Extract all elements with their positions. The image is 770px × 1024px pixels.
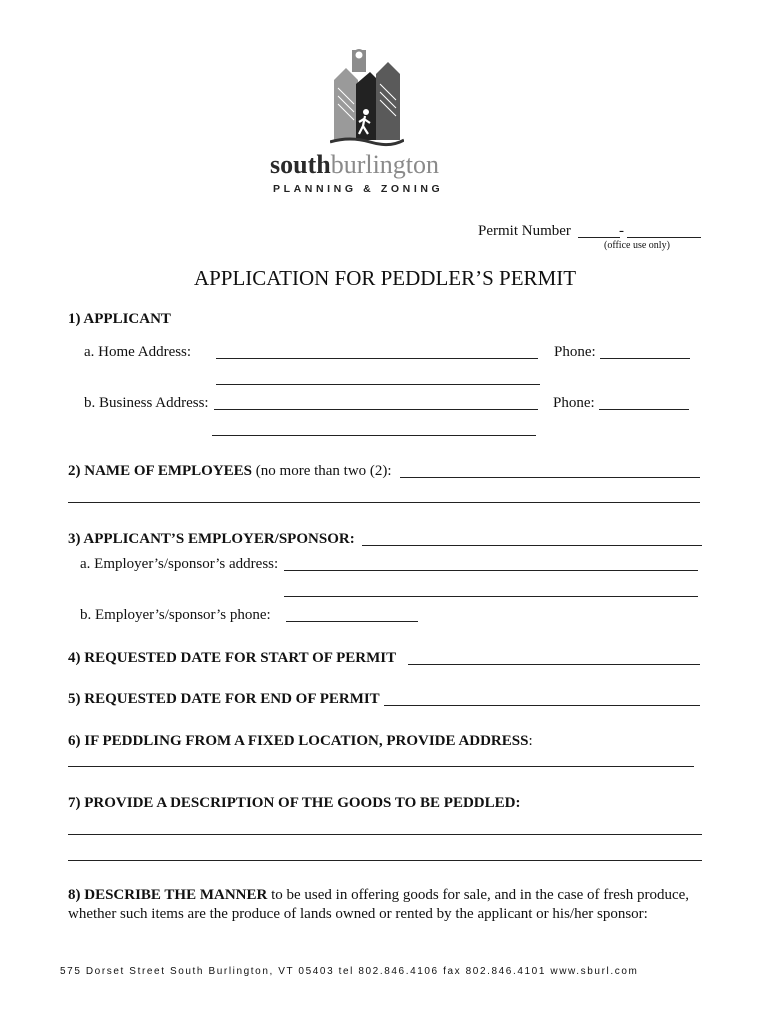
office-use-note: (office use only)	[604, 240, 670, 251]
section-8-heading: 8) DESCRIBE THE MANNER	[68, 887, 268, 903]
goods-description-field-1[interactable]	[68, 834, 702, 835]
sponsor-address-field-1[interactable]	[284, 570, 698, 571]
city-logo-icon	[330, 44, 404, 148]
section-8-text-2: whether such items are the produce of lands owned or rented by the applicant or his/her sponsor:	[68, 906, 648, 922]
logo-wordmark	[270, 150, 439, 180]
home-phone-field[interactable]	[600, 358, 690, 359]
section-6-colon: :	[528, 733, 533, 749]
start-date-field[interactable]	[408, 664, 700, 665]
sponsor-phone-label: b. Employer’s/sponsor’s phone:	[80, 607, 271, 623]
section-3-heading: 3) APPLICANT’S EMPLOYER/SPONSOR:	[68, 531, 355, 547]
section-8-text-1: to be used in offering goods for sale, and in the case of fresh produce,	[271, 887, 690, 903]
employees-field-1[interactable]	[400, 477, 700, 478]
section-6-heading: 6) IF PEDDLING FROM A FIXED LOCATION, PROVIDE ADDRESS	[68, 733, 529, 749]
permit-number-label: Permit Number	[478, 223, 571, 239]
logo-south: south	[270, 150, 331, 179]
permit-number-field-1[interactable]	[578, 237, 620, 238]
permit-number-separator: -	[619, 223, 624, 239]
sponsor-phone-field[interactable]	[286, 621, 418, 622]
section-4-heading: 4) REQUESTED DATE FOR START OF PERMIT	[68, 650, 397, 666]
home-address-field-2[interactable]	[216, 384, 540, 385]
business-phone-label: Phone:	[553, 395, 595, 411]
end-date-field[interactable]	[384, 705, 700, 706]
section-2-heading-row	[68, 462, 392, 480]
page-title: APPLICATION FOR PEDDLER’S PERMIT	[193, 266, 577, 290]
footer-contact: 575 Dorset Street South Burlington, VT 05403 tel 802.846.4106 fax 802.846.4101 www.sburl.com	[60, 966, 639, 977]
section-2-note: (no more than two (2):	[255, 463, 392, 479]
business-phone-field[interactable]	[599, 409, 689, 410]
home-phone-label: Phone:	[554, 344, 596, 360]
logo-burlington: burlington	[330, 150, 440, 179]
section-6-heading-row	[68, 732, 533, 750]
sponsor-field[interactable]	[362, 545, 702, 546]
goods-description-field-2[interactable]	[68, 860, 702, 861]
section-2-heading: 2) NAME OF EMPLOYEES	[68, 463, 253, 479]
section-1-heading: 1) APPLICANT	[68, 311, 171, 327]
business-address-label: b. Business Address:	[84, 395, 209, 411]
section-8-line-1	[68, 886, 689, 904]
employees-field-2[interactable]	[68, 502, 700, 503]
section-5-heading: 5) REQUESTED DATE FOR END OF PERMIT	[68, 691, 380, 707]
home-address-label: a. Home Address:	[84, 344, 192, 360]
business-address-field-2[interactable]	[212, 435, 536, 436]
home-address-field-1[interactable]	[216, 358, 538, 359]
permit-number-field-2[interactable]	[627, 237, 701, 238]
business-address-field-1[interactable]	[214, 409, 538, 410]
logo-subtitle: PLANNING & ZONING	[273, 183, 444, 195]
sponsor-address-label: a. Employer’s/sponsor’s address:	[80, 556, 279, 572]
sponsor-address-field-2[interactable]	[284, 596, 698, 597]
section-7-heading: 7) PROVIDE A DESCRIPTION OF THE GOODS TO BE PEDDLED:	[68, 795, 521, 811]
fixed-location-field[interactable]	[68, 766, 694, 767]
